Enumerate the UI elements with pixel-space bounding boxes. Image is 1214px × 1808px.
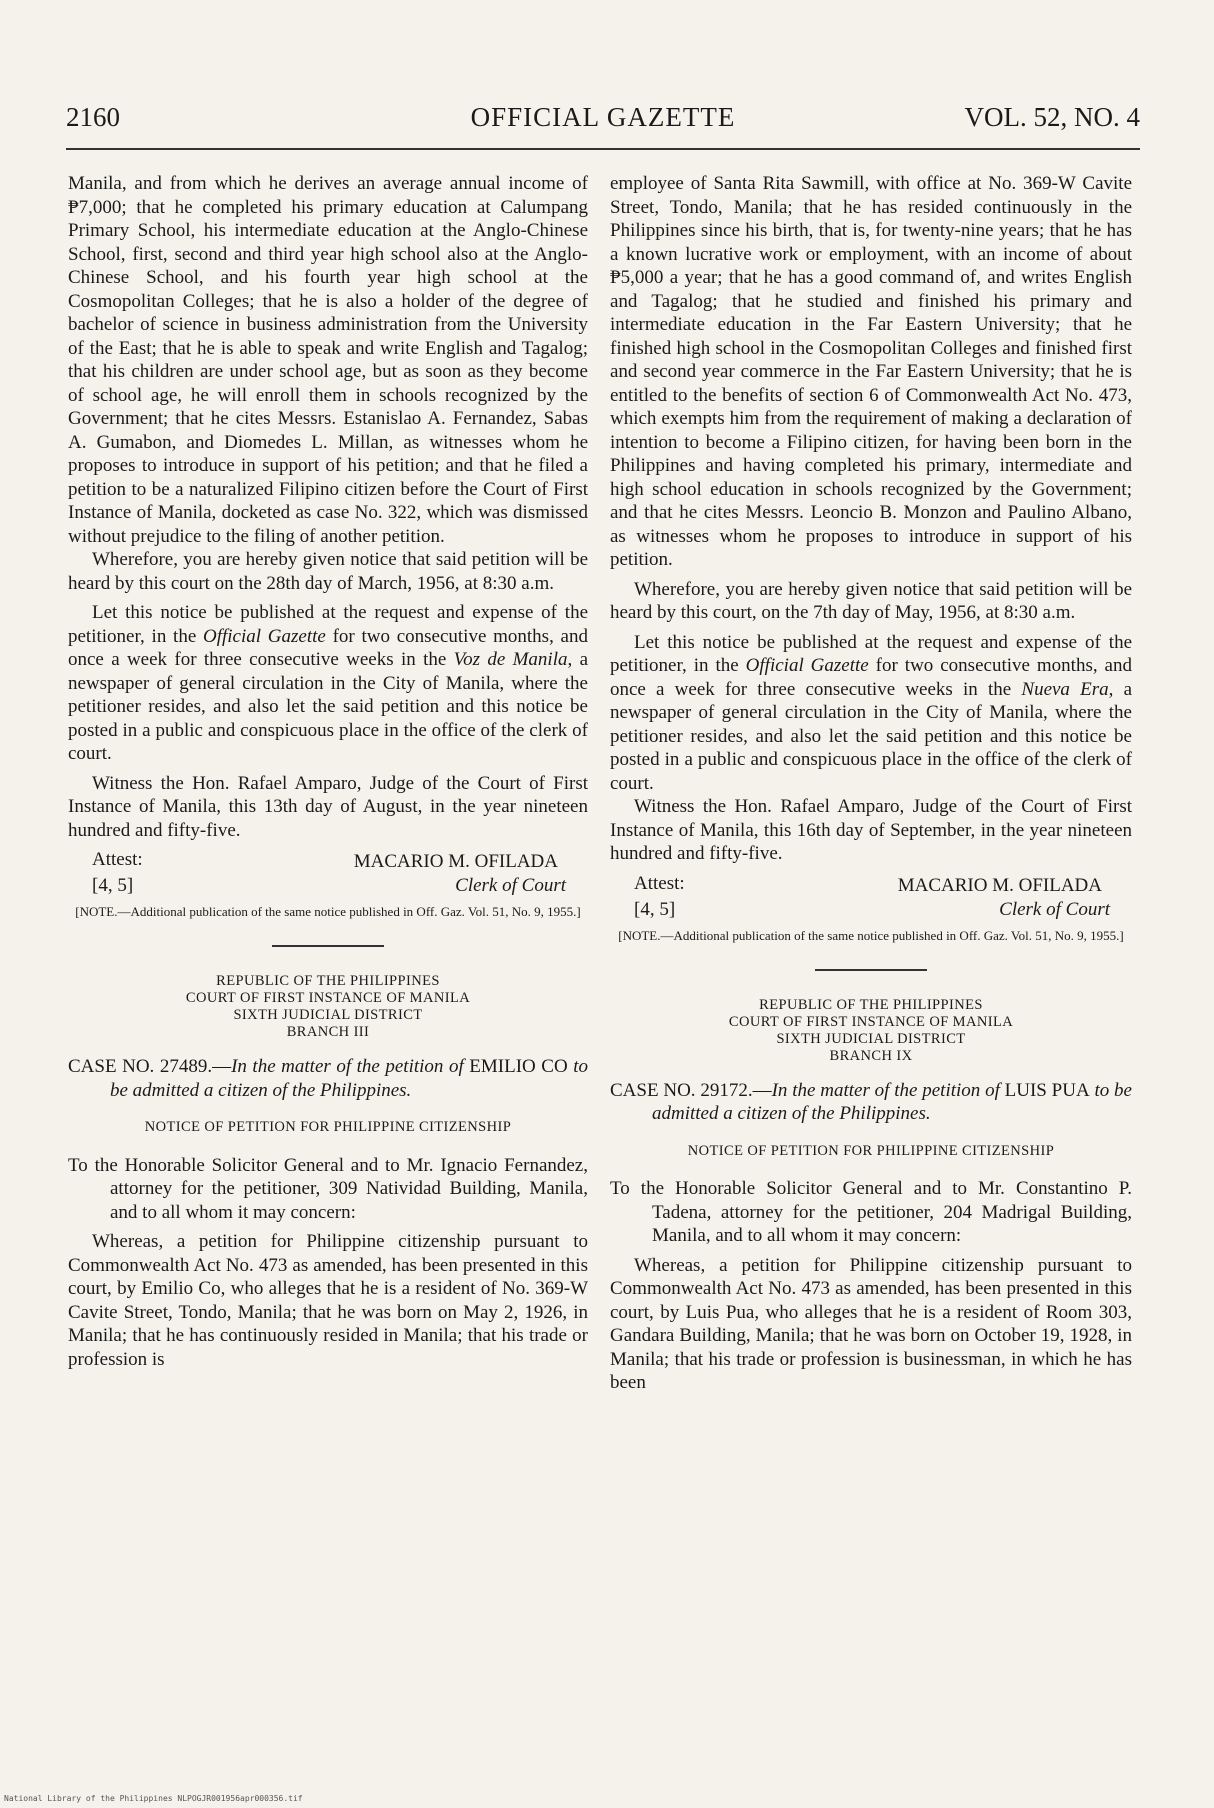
paragraph: Wherefore, you are hereby given notice that said petition will be heard by this court, on the 7th day of May, 1956, at 8:30 a.m.: [610, 578, 1132, 623]
court-line: BRANCH IX: [829, 1047, 913, 1064]
publication-note: [NOTE.—Additional publication of the same notice published in Off. Gaz. Vol. 51, No. 9, 1955.]: [618, 927, 1124, 943]
court-line: REPUBLIC OF THE PHILIPPINES: [216, 973, 440, 989]
right-column: [610, 172, 1132, 1395]
paragraph: Witness the Hon. Rafael Amparo, Judge of the Court of First Instance of Manila, this 16th day of September, in the year nineteen hundred and fifty-five.: [610, 796, 1132, 864]
addressees: To the Honorable Solicitor General and to Mr. Constantino P. Tadena, attorney for the petitioner, 204 Madrigal Building, Manila, and to all whom it may concern:: [610, 1178, 1132, 1246]
issue-numbers: [4, 5]: [634, 898, 676, 920]
paragraph: Let this notice be published at the request and expense of the petitioner, in the Official Gazette for two consecutive months, and once a week for three consecutive weeks in the Nueva Era, a newspaper of general circulation in the City of Manila, where the petitioner resides, and also let the said petition and this notice be posted in a public and conspicuous place in the office of the clerk of court.: [610, 631, 1132, 794]
paragraph: Wherefore, you are hereby given notice that said petition will be heard by this court on the 28th day of March, 1956, at 8:30 a.m.: [68, 549, 588, 594]
court-line: COURT OF FIRST INSTANCE OF MANILA: [728, 1013, 1014, 1030]
clerk-name: MACARIO M. OFILADA: [353, 851, 558, 872]
section-divider: [272, 945, 384, 947]
paragraph: Manila, and from which he derives an average annual income of ₱7,000; that he completed his primary education at Calumpang Primary School, his intermediate education at the Anglo-Chinese School, first, second and third year high school also at the Anglo-Chinese School, and his fourth year high school at the Cosmopolitan Colleges; that he is also a holder of the degree of bachelor of science in business administration from the University of the East; that he is able to speak and write English and Tagalog; that his children are under school age, but as soon as they become of school age, he will enroll them in schools recognized by the Government; that he cites Messrs. Estanislao A. Fernandez, Sabas A. Gumabon, and Diomedes L. Millan, as witnesses whom he proposes to introduce in support of his petition; and that he filed a petition to be a naturalized Filipino citizen before the Court of First Instance of Manila, docketed as case No. 322, which was dismissed without prejudice to the filing of another petition.: [68, 173, 588, 547]
court-heading: [68, 973, 588, 1041]
notice-title: NOTICE OF PETITION FOR PHILIPPINE CITIZENSHIP: [687, 1142, 1055, 1159]
paragraph: employee of Santa Rita Sawmill, with office at No. 369-W Cavite Street, Tondo, Manila; that he has resided continuously in the Philippines since his birth, that is, for twenty-nine years; that he has a known lucrative work or employment, with an income of about ₱5,000 a year; that he has a good command of, and writes English and Tagalog; that he studied and finished his primary and intermediate education in the Far Eastern University; that he finished high school in the Cosmopolitan Colleges and finished first and second year commerce in the Far Eastern University; that he is entitled to the benefits of section 6 of Commonwealth Act No. 473, which exempts him from the requirement of making a declaration of intention to become a Filipino citizen, for having been born in the Philippines and having completed his primary, intermediate and high school education in schools recognized by the Government; and that he cites Messrs. Leoncio B. Monzon and Paulino Albano, as witnesses whom he proposes to introduce in support of his petition.: [610, 173, 1132, 570]
left-column: [68, 172, 588, 1371]
court-line: SIXTH JUDICIAL DISTRICT: [776, 1030, 966, 1047]
publication-title: OFFICIAL GAZETTE: [470, 102, 736, 132]
court-line: REPUBLIC OF THE PHILIPPINES: [759, 996, 983, 1013]
publication-note: [NOTE.—Additional publication of the same notice published in Off. Gaz. Vol. 51, No. 9, 1955.]: [75, 904, 581, 919]
court-line: COURT OF FIRST INSTANCE OF MANILA: [185, 990, 471, 1006]
issue-numbers: [4, 5]: [92, 875, 134, 896]
page-header: [66, 102, 1140, 138]
paragraph: Whereas, a petition for Philippine citizenship pursuant to Commonwealth Act No. 473 as amended, has been presented in this court, by Emilio Co, who alleges that he is a resident of No. 369-W Cavite Street, Tondo, Manila; that he was born on May 2, 1926, in Manila; that he has continuously resided in Manila; that his trade or profession is: [68, 1231, 588, 1370]
attestation: [610, 872, 1132, 924]
notice-title: NOTICE OF PETITION FOR PHILIPPINE CITIZENSHIP: [144, 1119, 512, 1135]
page-number: 2160: [66, 102, 120, 132]
attest-label: Attest:: [92, 849, 143, 870]
paragraph: Whereas, a petition for Philippine citizenship pursuant to Commonwealth Act No. 473 as amended, has been presented in this court, by Luis Pua, who alleges that he is a resident of Room 303, Gandara Building, Manila; that he was born on October 19, 1928, in Manila; that his trade or profession is businessman, in which he has been: [610, 1254, 1132, 1393]
attestation: [68, 848, 588, 900]
section-divider: [815, 969, 927, 971]
clerk-title: Clerk of Court: [999, 898, 1110, 920]
case-title: CASE NO. 29172.—In the matter of the petition of LUIS PUA to be admitted a citizen of the Philippines.: [610, 1079, 1132, 1124]
scan-footer: National Library of the Philippines NLPOGJR001956apr000356.tif: [4, 1794, 303, 1803]
attest-label: Attest:: [634, 872, 685, 894]
case-title: CASE NO. 27489.—In the matter of the petition of EMILIO CO to be admitted a citizen of the Philippines.: [68, 1056, 588, 1101]
paragraph: Witness the Hon. Rafael Amparo, Judge of the Court of First Instance of Manila, this 13th day of August, in the year nineteen hundred and fifty-five.: [68, 772, 588, 841]
volume-number: VOL. 52, NO. 4: [964, 102, 1140, 132]
court-line: BRANCH III: [286, 1024, 370, 1040]
clerk-name: MACARIO M. OFILADA: [897, 874, 1102, 896]
paragraph: Let this notice be published at the request and expense of the petitioner, in the Official Gazette for two consecutive months, and once a week for three consecutive weeks in the Voz de Manila, a newspaper of general circulation in the City of Manila, where the petitioner resides, and also let the said petition and this notice be posted in a public and conspicuous place in the office of the clerk of court.: [68, 602, 589, 764]
header-rule: [66, 148, 1140, 150]
court-line: SIXTH JUDICIAL DISTRICT: [233, 1007, 423, 1023]
addressees: To the Honorable Solicitor General and to Mr. Ignacio Fernandez, attorney for the petitioner, 309 Natividad Building, Manila, and to all whom it may concern:: [68, 1154, 588, 1223]
court-heading: [610, 997, 1132, 1065]
clerk-title: Clerk of Court: [455, 875, 566, 896]
